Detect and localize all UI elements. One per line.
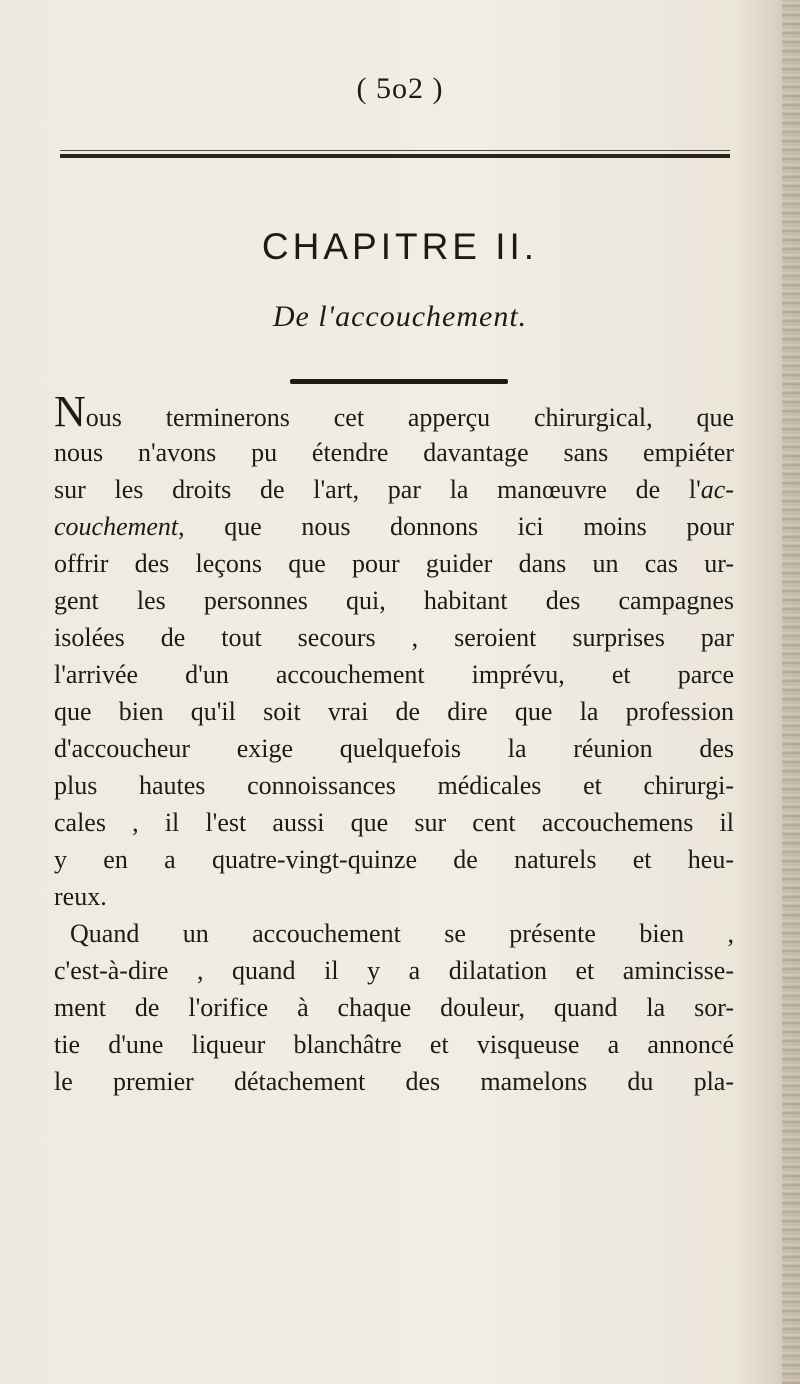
page-number: ( 5o2 ) — [356, 72, 444, 105]
header-rule — [60, 154, 730, 158]
text-line: isolées de tout secours , seroient surprises par — [54, 623, 734, 652]
text-line — [54, 471, 734, 508]
page-edge — [782, 0, 800, 1384]
text-line — [54, 508, 734, 545]
italic-term: ac- — [700, 475, 734, 504]
text-line-content: , que nous donnons ici moins pour — [178, 512, 734, 541]
text-line: reux. — [54, 882, 107, 911]
text-line: d'accoucheur exige quelquefois la réunion des — [54, 734, 734, 763]
text-line: c'est-à-dire , quand il y a dilatation et amincisse- — [54, 956, 734, 985]
text-line-content: sur les droits de l'art, par la manœuvre de l' — [54, 475, 701, 504]
text-line: offrir des leçons que pour guider dans un cas ur- — [54, 549, 734, 578]
text-line: cales , il l'est aussi que sur cent accouchemens il — [54, 808, 734, 837]
text-line: y en a quatre-vingt-quinze de naturels et heu- — [54, 845, 734, 874]
text-line: Quand un accouchement se présente bien , — [70, 919, 734, 948]
text-line: le premier détachement des mamelons du pla- — [54, 1067, 734, 1096]
section-rule — [290, 379, 508, 384]
italic-term: couchement — [54, 512, 179, 541]
text-line: gent les personnes qui, habitant des campagnes — [54, 586, 734, 615]
text-line: tie d'une liqueur blanchâtre et visqueuse a annoncé — [54, 1030, 734, 1059]
text-line: nous n'avons pu étendre davantage sans empiéter — [54, 438, 734, 467]
chapter-title: CHAPITRE II. — [261, 226, 539, 267]
text-line — [54, 387, 734, 436]
text-line: l'arrivée d'un accouchement imprévu, et parce — [54, 660, 734, 689]
drop-cap: N — [54, 387, 86, 436]
chapter-subtitle: De l'accouchement. — [272, 300, 528, 333]
text-line: que bien qu'il soit vrai de dire que la profession — [54, 697, 734, 726]
text-line: plus hautes connoissances médicales et chirurgi- — [54, 771, 734, 800]
header-rule-thin — [60, 150, 730, 151]
body-text — [54, 387, 734, 1100]
text-line-content: ous terminerons cet apperçu chirurgical, que — [85, 403, 734, 432]
text-line: ment de l'orifice à chaque douleur, quand la sor- — [54, 993, 734, 1022]
